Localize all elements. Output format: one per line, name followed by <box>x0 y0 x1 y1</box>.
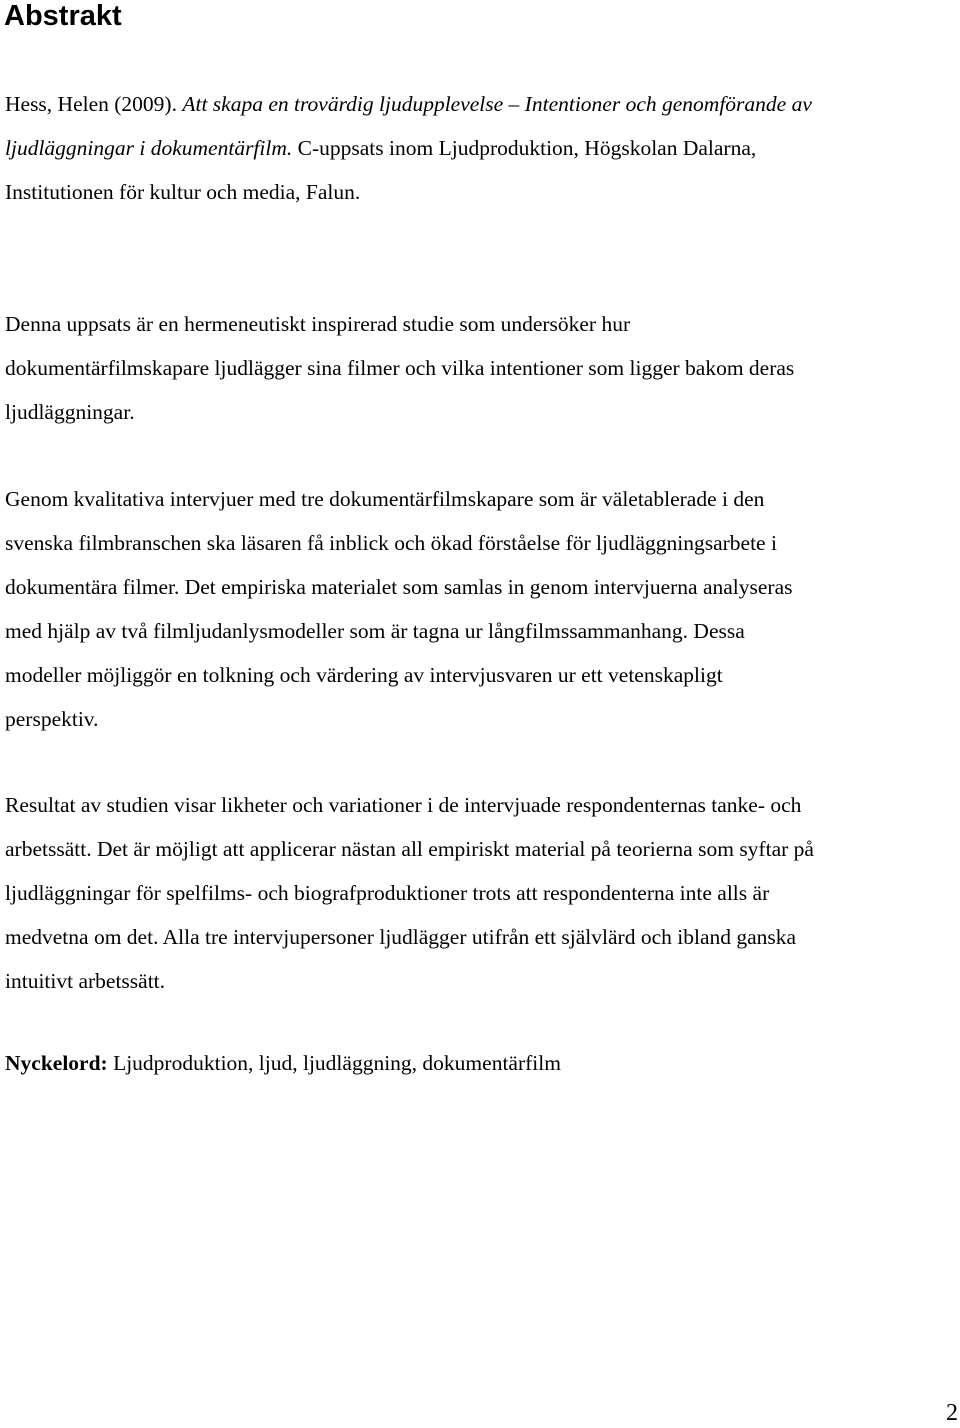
citation-line-2 <box>5 126 959 170</box>
paragraph-line: Resultat av studien visar likheter och variationer i de intervjuade respondenternas tanke- och <box>5 793 802 817</box>
paragraph-line: arbetssätt. Det är möjligt att applicerar nästan all empiriskt material på teorierna som syftar på <box>5 837 814 861</box>
keywords <box>5 1041 959 1085</box>
citation <box>5 82 959 214</box>
paragraph-line: perspektiv. <box>5 707 99 731</box>
paragraph-line: Genom kvalitativa intervjuer med tre dokumentärfilmskapare som är väletablerade i den <box>5 487 765 511</box>
keywords-line <box>5 1041 959 1085</box>
paragraph-line: svenska filmbranschen ska läsaren få inblick och ökad förståelse för ljudläggningsarbete i <box>5 531 777 555</box>
abstract-paragraph-3 <box>5 783 959 1003</box>
citation-title-part-1: Att skapa en trovärdig ljudupplevelse – Intentioner och genomförande av <box>182 92 812 116</box>
page-title: Abstrakt <box>4 0 122 32</box>
keywords-value: Ljudproduktion, ljud, ljudläggning, dokumentärfilm <box>107 1051 561 1075</box>
paragraph-line: med hjälp av två filmljudanlysmodeller som är tagna ur långfilmssammanhang. Dessa <box>5 619 745 643</box>
paragraph-line: Denna uppsats är en hermeneutiskt inspirerad studie som undersöker hur <box>5 312 631 336</box>
paragraph-line: dokumentärfilmskapare ljudlägger sina filmer och vilka intentioner som ligger bakom deras <box>5 356 795 380</box>
paragraph-line: intuitivt arbetssätt. <box>5 969 166 993</box>
abstract-paragraph-1 <box>5 302 959 434</box>
paragraph-line: ljudläggningar för spelfilms- och biografproduktioner trots att respondenterna inte alls är <box>5 881 770 905</box>
citation-title-part-2: ljudläggningar i dokumentärfilm. <box>5 136 293 160</box>
paragraph-line: dokumentära filmer. Det empiriska materialet som samlas in genom intervjuerna analyseras <box>5 575 793 599</box>
abstract-paragraph-2 <box>5 477 959 741</box>
keywords-label: Nyckelord: <box>5 1051 108 1075</box>
citation-institution: C-uppsats inom Ljudproduktion, Högskolan Dalarna, <box>292 136 757 160</box>
paragraph-line: modeller möjliggör en tolkning och värdering av intervjusvaren ur ett vetenskapligt <box>5 663 723 687</box>
citation-author-year: Hess, Helen (2009). <box>5 92 183 116</box>
paragraph-line: medvetna om det. Alla tre intervjupersoner ljudlägger utifrån ett självlärd och ibland ganska <box>5 925 797 949</box>
page-number: 2 <box>946 1400 958 1426</box>
paragraph-line: ljudläggningar. <box>5 400 135 424</box>
citation-line-1 <box>5 82 959 126</box>
citation-line-3: Institutionen för kultur och media, Falun. <box>5 180 361 204</box>
